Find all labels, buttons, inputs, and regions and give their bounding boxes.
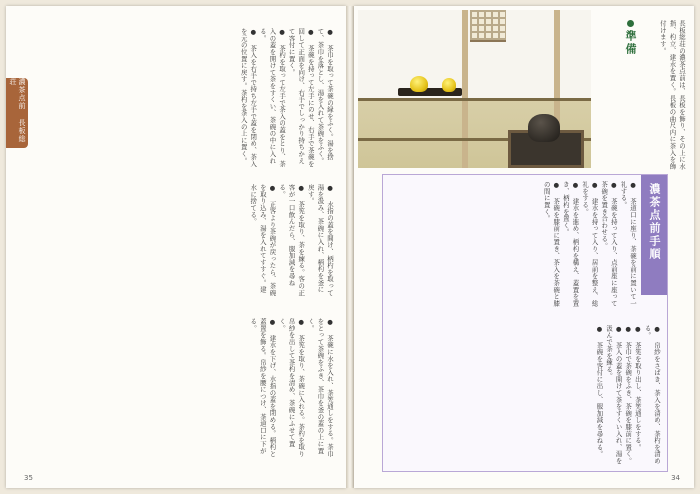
page-number: 35 [24,474,33,482]
kettle [528,114,560,142]
paragraph: ● 茶巾を取って茶碗の縁をふく。湯を捨て、茶巾を落とし、湯を入れて茶碗をふく。 [316,28,334,164]
procedure-step: ● 茶碗を膝前に置き、茶入を茶碗と膝の間に置く。 [542,181,561,307]
paragraph: ● 茶入を右手で持ち左手で蓋を閉め、茶入を元の位置に戻す。茶杓を茶入の上に置く。 [239,28,258,168]
procedure-step: ● 建水を進め、柄杓を構え、蓋置を置き、柄杓を置く。 [561,181,580,307]
paragraph: ● 茶杓を取って左手で茶入の蓋をとり、茶入の蓋を開けて茶をすくい、茶碗の中に入れる。 [258,28,287,168]
lattice-window [470,10,506,42]
prep-text: 長板総荘の濃茶点前は、長板を飾り、その上に水指、杓立、建水を置く。長板の曲尺内に茶入を飾付けます。 [658,20,686,170]
text-block-bottom [34,318,334,458]
procedure-title-bar [641,175,667,295]
paragraph: ● 水指の蓋を開け、柄杓を取って湯を汲み、茶碗に入れ、柄杓を釜に戻す。 [306,184,334,296]
book-gutter [346,6,354,488]
text-block-middle [34,184,334,299]
paragraph: ● 建水を下げ、水指の蓋を閉める。柄杓と蓋置を飾る。帛紗を腰につけ、茶道口に下がる。 [249,318,277,458]
procedure-step: ● 茶碗を客付に出し、服加減を尋ねる。 [595,325,604,458]
paragraph: ● 茶筅を取り、茶碗に入れる。茶杓を取り帛紗を出して茶杓を清め、茶碗にふせて置く。 [278,318,306,458]
procedure-step: ● 帛紗をさばき、茶入を清め、茶杓を清める。 [643,325,661,465]
procedure-step: ● 建水を持って入り、居前を整え、総礼をする。 [581,181,599,307]
paragraph: ● 茶碗を持って左手にのせ、右手で茶碗を回して正面を向け、右手でしっかり持ちかえて客付に置く。 [287,28,315,168]
procedure-step: ● 茶道口に座り、茶碗を前に置いて一礼する。 [619,181,637,307]
procedure-step: ● 茶巾で茶碗をふき、茶碗を膝前に置く。 [624,325,633,465]
procedure-steps-top [389,181,637,311]
prep-heading: 準備 [622,20,638,56]
procedure-steps-bottom [389,325,661,465]
left-page [6,6,346,488]
section-tab-label: 濃茶点前 長板総荘 [9,78,26,143]
procedure-step: ● 茶入の蓋を開けて茶をすくい入れ、湯を汲んで茶を練る。 [605,325,623,465]
right-page [354,6,694,488]
tearoom-photo [358,10,591,168]
procedure-box [382,174,668,472]
water-jar [410,76,428,92]
page-number: 34 [671,474,680,482]
procedure-step: ● 茶碗を持って入り、点前座に座って茶碗を置き合わせる。 [600,181,618,307]
procedure-step: ● 茶筅を取り出し、茶筅通しをする。 [633,325,642,451]
tea-caddy [442,78,456,92]
paragraph: ● 正客より茶碗が戻ったら、茶碗を取り込み、湯を入れてすすぐ。建水に捨てる。 [249,184,277,296]
paragraph: ● 茶筅を取り、茶を練る。客の正客が一口飲んだら、服加減を尋ねる。 [278,184,306,296]
procedure-title: 濃茶点前手順 [648,183,661,261]
section-tab [6,78,28,148]
paragraph: ● 茶碗に水を入れ、茶筅通しをする。茶巾をとって茶碗をふき、茶巾を釜の蓋の上に置く。 [306,318,334,458]
text-block-top [34,28,334,168]
